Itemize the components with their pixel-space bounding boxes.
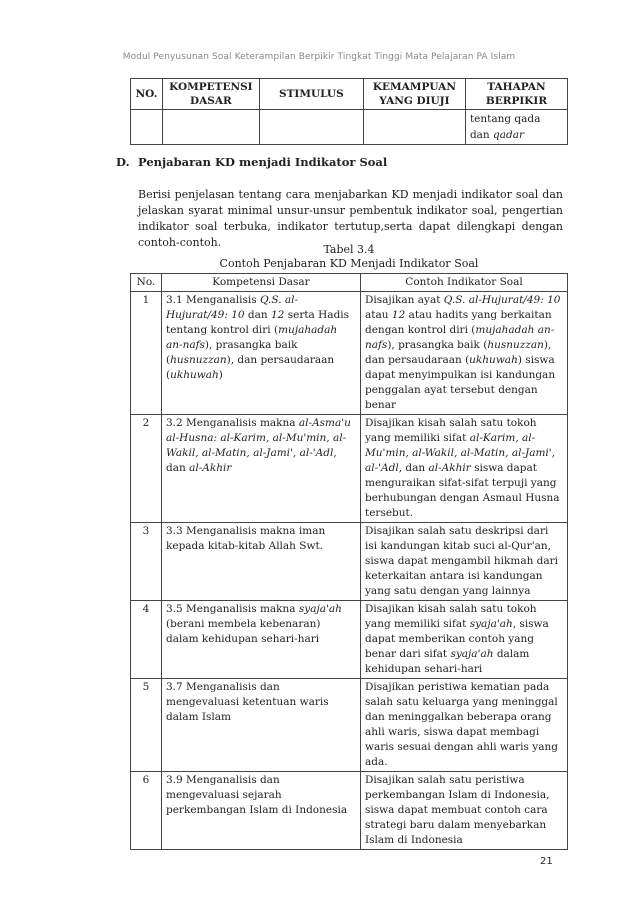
table-row (131, 292, 568, 415)
col-header: NO. (131, 79, 163, 110)
table-row (131, 772, 568, 850)
row-number: 4 (131, 601, 162, 679)
indicator-cell: Disajikan ayat Q.S. al-Hujurat/49: 10 atau 12 atau hadits yang berkaitan dengan kontrol diri (mujahadah an-nafs), prasangka baik (husnuzzan), dan persaudaraan (ukhuwah) siswa dapat menyimpulkan isi kandungan penggalan ayat tersebut dengan benar (361, 292, 568, 415)
row-number: 3 (131, 523, 162, 601)
table-row (131, 110, 568, 145)
table-row (131, 415, 568, 523)
row-number: 2 (131, 415, 162, 523)
col-header: KOMPETENSI DASAR (162, 79, 259, 110)
indicator-cell: Disajikan kisah salah satu tokoh yang memiliki sifat al-Karim, al-Mu'min, al-Wakil, al-Matin, al-Jami', al-'Adl, dan al-Akhir siswa dapat menguraikan sifat-sifat terpuji yang berhubungan dengan Asmaul Husna tersebut. (361, 415, 568, 523)
table-caption (130, 243, 568, 271)
table-row (131, 523, 568, 601)
col-header: TAHAPAN BERPIKIR (465, 79, 567, 110)
indicator-cell: Disajikan salah satu deskripsi dari isi kandungan kitab suci al-Qur'an, siswa dapat mengambil hikmah dari keterkaitan antara isi kandungan yang satu dengan yang lainnya (361, 523, 568, 601)
col-header: Kompetensi Dasar (162, 274, 361, 292)
caption-line: Tabel 3.4 (323, 243, 375, 256)
kd-cell: 3.9 Menganalisis dan mengevaluasi sejarah perkembangan Islam di Indonesia (162, 772, 361, 850)
kd-cell: 3.2 Menganalisis makna al-Asma'u al-Husna: al-Karim, al-Mu'min, al-Wakil, al-Matin, al-Jami', al-'Adl, dan al-Akhir (162, 415, 361, 523)
indicator-cell: Disajikan peristiwa kematian pada salah satu keluarga yang meninggal dan meninggalkan beberapa orang ahli waris, siswa dapat membagi waris sesuai dengan ahli waris yang ada. (361, 679, 568, 772)
row-number: 6 (131, 772, 162, 850)
section-letter: D. (116, 155, 130, 169)
page-number: 21 (540, 856, 553, 867)
row-number: 5 (131, 679, 162, 772)
kd-cell: 3.3 Menganalisis makna iman kepada kitab-kitab Allah Swt. (162, 523, 361, 601)
kd-cell: 3.5 Menganalisis makna syaja'ah (berani membela kebenaran) dalam kehidupan sehari-hari (162, 601, 361, 679)
cell: tentang qada dan qadar (465, 110, 567, 145)
col-header: No. (131, 274, 162, 292)
section-heading (116, 155, 387, 169)
table-row (131, 601, 568, 679)
indicator-cell: Disajikan kisah salah satu tokoh yang memiliki sifat syaja'ah, siswa dapat memberikan contoh yang benar dari sifat syaja'ah dalam kehidupan sehari-hari (361, 601, 568, 679)
cell (131, 110, 163, 145)
row-number: 1 (131, 292, 162, 415)
section-title: Penjabaran KD menjadi Indikator Soal (138, 155, 388, 169)
cell (162, 110, 259, 145)
kd-cell: 3.7 Menganalisis dan mengevaluasi ketentuan waris dalam Islam (162, 679, 361, 772)
running-header: Modul Penyusunan Soal Keterampilan Berpikir Tingkat Tinggi Mata Pelajaran PA Islam (122, 52, 516, 62)
col-header: KEMAMPUAN YANG DIUJI (363, 79, 465, 110)
col-header: STIMULUS (259, 79, 363, 110)
top-table (130, 78, 568, 145)
kd-cell: 3.1 Menganalisis Q.S. al-Hujurat/49: 10 dan 12 serta Hadis tentang kontrol diri (mujahadah an-nafs), prasangka baik (husnuzzan), dan persaudaraan (ukhuwah) (162, 292, 361, 415)
table-row (131, 679, 568, 772)
section-paragraph: Berisi penjelasan tentang cara menjabarkan KD menjadi indikator soal dan jelaskan syarat minimal unsur-unsur pembentuk indikator soal, pengertian indikator soal terbuka, indikator tertutup,serta dapat dilengkapi dengan contoh-contoh. (138, 188, 563, 249)
col-header: Contoh Indikator Soal (361, 274, 568, 292)
indicator-cell: Disajikan salah satu peristiwa perkembangan Islam di Indonesia, siswa dapat membuat contoh cara strategi baru dalam menyebarkan Islam di Indonesia (361, 772, 568, 850)
caption-line: Contoh Penjabaran KD Menjadi Indikator Soal (219, 257, 479, 270)
cell (259, 110, 363, 145)
indicator-table (130, 273, 568, 850)
cell (363, 110, 465, 145)
